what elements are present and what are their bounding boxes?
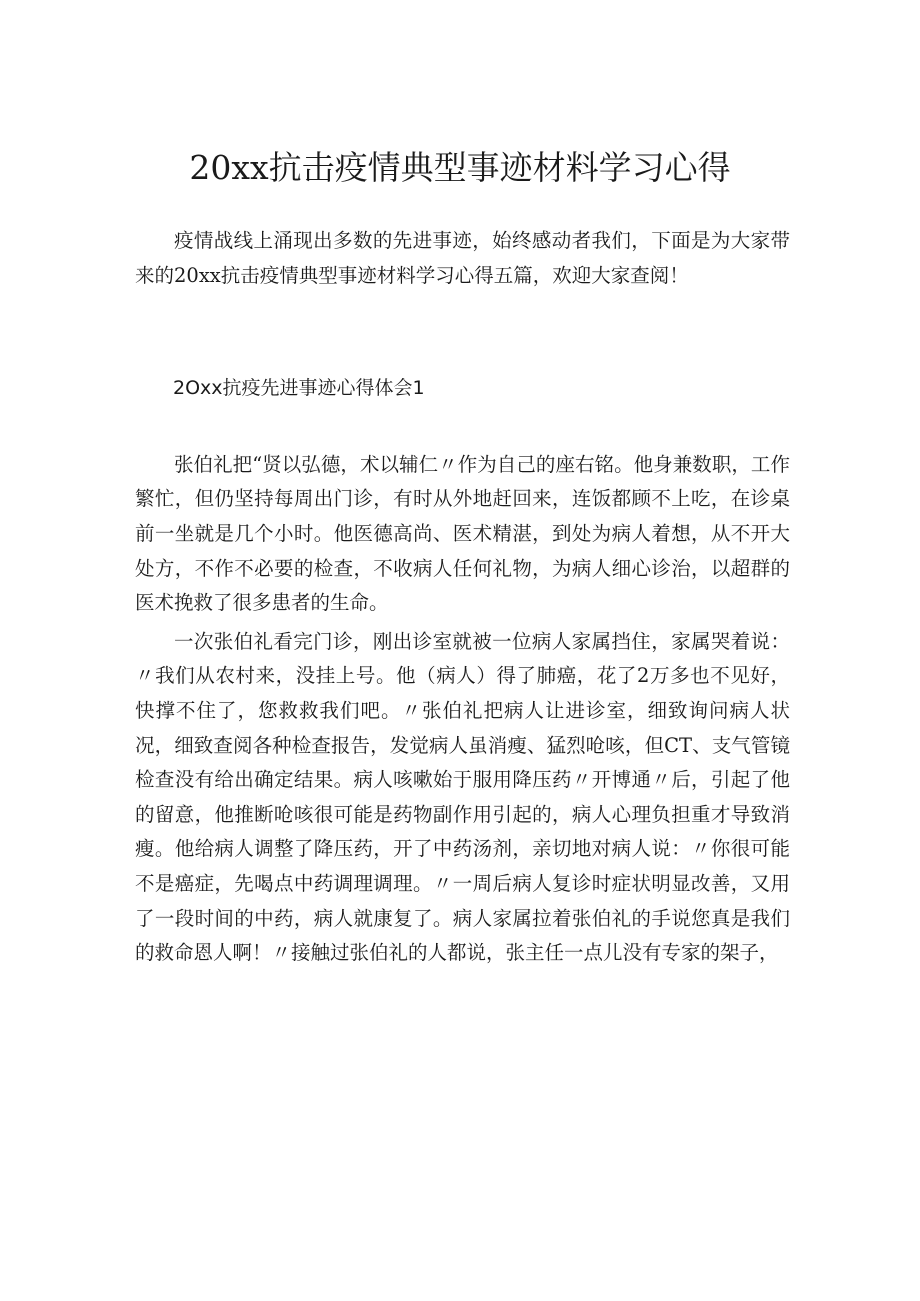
document-body: [135, 224, 790, 971]
body-paragraph-2: 一次张伯礼看完门诊，刚出诊室就被一位病人家属挡住，家属哭着说：〃我们从农村来，没挂上号。他（病人）得了肺癌，花了2万多也不见好，快撑不住了，您救救我们吧。〃张伯礼把病人让进诊室，细致询问病人状况，细致查阅各种检查报告，发觉病人虽消瘦、猛烈呛咳，但CT、支气管镜检查没有给出确定结果。病人咳嗽始于服用降压药〃开博通〃后，引起了他的留意，他推断呛咳很可能是药物副作用引起的，病人心理负担重才导致消瘦。他给病人调整了降压药，开了中药汤剂，亲切地对病人说：〃你很可能不是癌症，先喝点中药调理调理。〃一周后病人复诊时症状明显改善，又用了一段时间的中药，病人就康复了。病人家属拉着张伯礼的手说您真是我们的救命恩人啊！〃接触过张伯礼的人都说，张主任一点儿没有专家的架子，: [135, 629, 790, 965]
document-title: 20xx抗击疫情典型事迹材料学习心得: [189, 148, 731, 187]
section-heading: 2Oxx抗疫先进事迹心得体会1: [173, 377, 425, 400]
intro-paragraph: 疫情战线上涌现出多数的先进事迹，始终感动者我们，下面是为大家带来的20xx抗击疫情典型事迹材料学习心得五篇，欢迎大家查阅！: [135, 229, 790, 287]
body-paragraph-1: 张伯礼把“贤以弘德，术以辅仁〃作为自己的座右铭。他身兼数职，工作繁忙，但仍坚持每周出门诊，有时从外地赶回来，连饭都顾不上吃，在诊桌前一坐就是几个小时。他医德高尚、医术精湛，到处为病人着想，从不开大处方，不作不必要的检查，不收病人任何礼物，为病人细心诊治，以超群的医术挽救了很多患者的生命。: [135, 452, 790, 615]
